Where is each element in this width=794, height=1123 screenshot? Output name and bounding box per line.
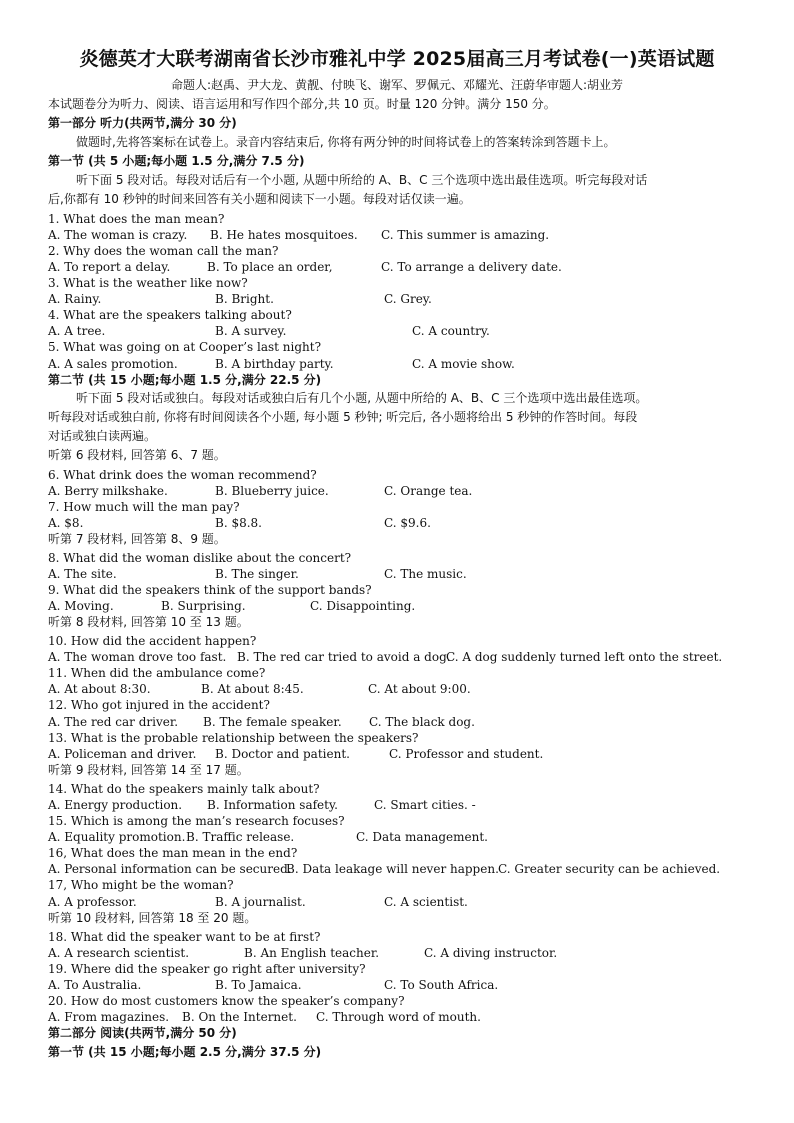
part1-heading: 第一部分 听力(共两节,满分 30 分) — [48, 116, 237, 130]
q14-option-a: A. Energy production. — [48, 798, 183, 812]
material-note-9: 听第 9 段材料, 回答第 14 至 17 题。 — [48, 763, 249, 777]
authors-line: 命题人:赵禹、尹大龙、黄靓、付映飞、谢军、罗佩元、邓耀光、汪蔚华审题人:胡业芳 — [170, 78, 624, 92]
q4-option-b: B. A survey. — [215, 324, 287, 338]
q15-option-b: B. Traffic release. — [186, 830, 295, 844]
q18-option-a: A. A research scientist. — [48, 946, 190, 960]
page-title: 炎德英才大联考湖南省长沙市雅礼中学 2025届高三月考试卷(一)英语试题 — [79, 48, 715, 70]
q15-option-a: A. Equality promotion. — [48, 830, 186, 844]
section2-instruction-1: 听下面 5 段对话或独白。每段对话或独白后有几个小题, 从题中所给的 A、B、C 三个选项中选出最佳选项。 — [76, 391, 648, 405]
q11-option-b: B. At about 8:45. — [201, 682, 304, 696]
q3-option-b: B. Bright. — [215, 292, 274, 306]
question-9: 9. What did the speakers think of the support bands? — [48, 583, 372, 597]
q1-option-b: B. He hates mosquitoes. — [210, 228, 358, 242]
q12-option-b: B. The female speaker. — [203, 715, 342, 729]
q13-option-a: A. Policeman and driver. — [48, 747, 197, 761]
question-19: 19. Where did the speaker go right after university? — [48, 962, 366, 976]
q18-option-c: C. A diving instructor. — [424, 946, 558, 960]
part2-section-heading: 第一节 (共 15 小题;每小题 2.5 分,满分 37.5 分) — [48, 1045, 322, 1059]
q2-option-b: B. To place an order, — [207, 260, 333, 274]
question-3: 3. What is the weather like now? — [48, 276, 248, 290]
intro-text: 本试题卷分为听力、阅读、语言运用和写作四个部分,共 10 页。时量 120 分钟。满分 150 分。 — [48, 97, 556, 111]
q17-option-b: B. A journalist. — [215, 895, 306, 909]
question-2: 2. Why does the woman call the man? — [48, 244, 279, 258]
q9-option-b: B. Surprising. — [161, 599, 246, 613]
question-4: 4. What are the speakers talking about? — [48, 308, 292, 322]
q7-option-c: C. $9.6. — [384, 516, 431, 530]
q19-option-a: A. To Australia. — [48, 978, 142, 992]
q12-option-c: C. The black dog. — [369, 715, 475, 729]
q3-option-c: C. Grey. — [384, 292, 432, 306]
q19-option-b: B. To Jamaica. — [215, 978, 302, 992]
q6-option-a: A. Berry milkshake. — [48, 484, 168, 498]
q5-option-c: C. A movie show. — [412, 357, 515, 371]
q2-option-c: C. To arrange a delivery date. — [381, 260, 562, 274]
q11-option-a: A. At about 8:30. — [48, 682, 151, 696]
q17-option-c: C. A scientist. — [384, 895, 468, 909]
q18-option-b: B. An English teacher. — [244, 946, 380, 960]
q1-option-a: A. The woman is crazy. — [48, 228, 188, 242]
q13-option-b: B. Doctor and patient. — [215, 747, 350, 761]
question-17: 17, Who might be the woman? — [48, 878, 234, 892]
section1-instruction-1: 听下面 5 段对话。每段对话后有一个小题, 从题中所给的 A、B、C 三个选项中选出最佳选项。听完每段对话 — [76, 173, 648, 187]
question-11: 11. When did the ambulance come? — [48, 666, 266, 680]
q11-option-c: C. At about 9:00. — [368, 682, 471, 696]
q14-option-c: C. Smart cities. - — [374, 798, 476, 812]
part1-instruction: 做题时,先将答案标在试卷上。录音内容结束后, 你将有两分钟的时间将试卷上的答案转涂到答题卡上。 — [76, 135, 616, 149]
question-15: 15. Which is among the man’s research focuses? — [48, 814, 345, 828]
question-16: 16, What does the man mean in the end? — [48, 846, 298, 860]
q10-option-a: A. The woman drove too fast. — [48, 650, 227, 664]
q12-option-a: A. The red car driver. — [48, 715, 179, 729]
section2-instruction-3: 对话或独白读两遍。 — [48, 429, 157, 443]
q8-option-c: C. The music. — [384, 567, 467, 581]
q10-option-c: C. A dog suddenly turned left onto the street. — [446, 650, 723, 664]
q8-option-b: B. The singer. — [215, 567, 299, 581]
q6-option-b: B. Blueberry juice. — [215, 484, 329, 498]
q20-option-b: B. On the Internet. — [182, 1010, 297, 1024]
question-18: 18. What did the speaker want to be at first? — [48, 930, 321, 944]
q8-option-a: A. The site. — [48, 567, 117, 581]
q13-option-c: C. Professor and student. — [389, 747, 544, 761]
q7-option-b: B. $8.8. — [215, 516, 262, 530]
question-13: 13. What is the probable relationship between the speakers? — [48, 731, 419, 745]
material-note-10: 听第 10 段材料, 回答第 18 至 20 题。 — [48, 911, 257, 925]
q7-option-a: A. $8. — [48, 516, 84, 530]
question-5: 5. What was going on at Cooper’s last night? — [48, 340, 321, 354]
question-12: 12. Who got injured in the accident? — [48, 698, 270, 712]
question-1: 1. What does the man mean? — [48, 212, 225, 226]
q16-option-a: A. Personal information can be secured. — [48, 862, 292, 876]
q14-option-b: B. Information safety. — [207, 798, 338, 812]
question-6: 6. What drink does the woman recommend? — [48, 468, 317, 482]
q16-option-c: C. Greater security can be achieved. — [498, 862, 721, 876]
q6-option-c: C. Orange tea. — [384, 484, 473, 498]
q20-option-c: C. Through word of mouth. — [316, 1010, 481, 1024]
section1-instruction-2: 后,你都有 10 秒钟的时间来回答有关小题和阅读下一小题。每段对话仅读一遍。 — [48, 192, 471, 206]
q3-option-a: A. Rainy. — [48, 292, 102, 306]
q20-option-a: A. From magazines. — [48, 1010, 170, 1024]
question-10: 10. How did the accident happen? — [48, 634, 257, 648]
q2-option-a: A. To report a delay. — [48, 260, 171, 274]
question-14: 14. What do the speakers mainly talk about? — [48, 782, 320, 796]
question-20: 20. How do most customers know the speaker’s company? — [48, 994, 405, 1008]
material-note-8: 听第 8 段材料, 回答第 10 至 13 题。 — [48, 615, 249, 629]
section1-heading: 第一节 (共 5 小题;每小题 1.5 分,满分 7.5 分) — [48, 154, 305, 168]
section2-heading: 第二节 (共 15 小题;每小题 1.5 分,满分 22.5 分) — [48, 373, 322, 387]
q9-option-c: C. Disappointing. — [310, 599, 416, 613]
part2-heading: 第二部分 阅读(共两节,满分 50 分) — [48, 1026, 237, 1040]
q10-option-b: B. The red car tried to avoid a dog. — [237, 650, 451, 664]
q4-option-a: A. A tree. — [48, 324, 106, 338]
material-note-6: 听第 6 段材料, 回答第 6、7 题。 — [48, 448, 226, 462]
q16-option-b: B. Data leakage will never happen. — [286, 862, 499, 876]
q4-option-c: C. A country. — [412, 324, 490, 338]
question-7: 7. How much will the man pay? — [48, 500, 240, 514]
q5-option-b: B. A birthday party. — [215, 357, 334, 371]
q1-option-c: C. This summer is amazing. — [381, 228, 550, 242]
q15-option-c: C. Data management. — [356, 830, 488, 844]
q19-option-c: C. To South Africa. — [384, 978, 499, 992]
q9-option-a: A. Moving. — [48, 599, 114, 613]
material-note-7: 听第 7 段材料, 回答第 8、9 题。 — [48, 532, 226, 546]
section2-instruction-2: 听每段对话或独白前, 你将有时间阅读各个小题, 每小题 5 秒钟; 听完后, 各小题将给出 5 秒钟的作答时间。每段 — [48, 410, 638, 424]
question-8: 8. What did the woman dislike about the concert? — [48, 551, 352, 565]
q5-option-a: A. A sales promotion. — [48, 357, 178, 371]
q17-option-a: A. A professor. — [48, 895, 137, 909]
